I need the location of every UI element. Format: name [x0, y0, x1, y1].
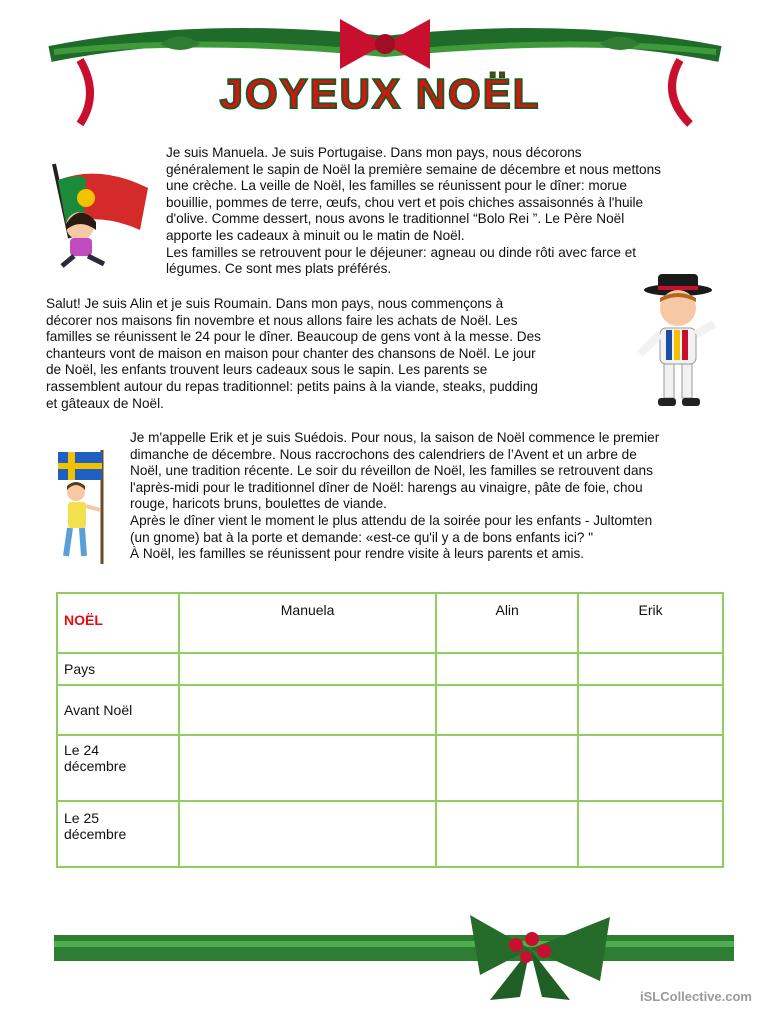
column-header-alin: Alin	[436, 593, 578, 653]
watermark: iSLCollective.com	[640, 989, 752, 1004]
table-header-row	[57, 593, 723, 653]
page-title: JOYEUX NOËL	[219, 70, 541, 117]
alin-illustration	[630, 272, 725, 412]
erik-paragraph: Je m'appelle Erik et je suis Suédois. Pour nous, la saison de Noël commence le premier dimanche de décembre. Nous raccrochons des calendriers de l’Avent et un arbre de Noël, une tradition récente. Le soir du réveillon de Noël, les familles se retrouvent dans l'après-midi pour le traditionnel dîner de Noël: harengs au vinaigre, pâte de foie, chou rouge, haricots bruns, boulettes de viande. Après le dîner vient le moment le plus attendu de la soirée pour les enfants - Jultomten (un gnome) bat à la porte et demande: «est-ce qu'il y a de bons enfants ici? " À Noël, les familles se réunissent pour rendre visite à leurs parents et amis.	[130, 430, 660, 562]
table-row	[57, 801, 723, 867]
table-row	[57, 735, 723, 801]
column-header-manuela: Manuela	[179, 593, 436, 653]
table-cell[interactable]	[578, 653, 723, 685]
table-cell[interactable]	[578, 685, 723, 735]
table-row	[57, 653, 723, 685]
row-label-avant-noel: Avant Noël	[57, 685, 179, 735]
erik-illustration	[52, 448, 114, 566]
table-cell[interactable]	[436, 735, 578, 801]
manuela-illustration	[40, 158, 155, 273]
row-label-le-24-decembre: Le 24 décembre	[57, 735, 179, 801]
manuela-paragraph: Je suis Manuela. Je suis Portugaise. Dans mon pays, nous décorons généralement le sapin de Noël la première semaine de décembre et nous mettons une crèche. La veille de Noël, les familles se réunissent pour le dîner: morue bouillie, pommes de terre, œufs, chou vert et pois chiches assaisonnés à l'huile d'olive. Comme dessert, nous avons le traditionnel “Bolo Rei ”. Le Père Noël apporte les cadeaux à minuit ou le matin de Noël. Les familles se retrouvent pour le déjeuner: agneau ou dinde rôti avec farce et légumes. Ce sont mes plats préférés.	[166, 145, 661, 277]
row-label-le-25-decembre: Le 25 décembre	[57, 801, 179, 867]
table-cell[interactable]	[179, 735, 436, 801]
table-cell[interactable]	[436, 685, 578, 735]
table-cell[interactable]	[436, 653, 578, 685]
comparison-table	[56, 592, 724, 868]
table-cell[interactable]	[179, 653, 436, 685]
table-cell[interactable]	[179, 685, 436, 735]
alin-paragraph: Salut! Je suis Alin et je suis Roumain. Dans mon pays, nous commençons à décorer nos maisons fin novembre et nous allons faire les achats de Noël. Les familles se réunissent le 24 pour le dîner. Beaucoup de gens vont à la messe. Des chanteurs vont de maison en maison pour chanter des chansons de Noël. Le jour de Noël, les enfants trouvent leurs cadeaux sous le sapin. Les parents se rassemblent autour du repas traditionnel: petits pains à la viande, steaks, pudding et gâteaux de Noël.	[46, 296, 541, 411]
ribbon-decoration	[50, 905, 740, 1005]
table-cell[interactable]	[578, 735, 723, 801]
table-cell[interactable]	[578, 801, 723, 867]
table-row	[57, 685, 723, 735]
row-label-pays: Pays	[57, 653, 179, 685]
table-corner-label: NOËL	[57, 593, 179, 653]
table-cell[interactable]	[436, 801, 578, 867]
table-cell[interactable]	[179, 801, 436, 867]
column-header-erik: Erik	[578, 593, 723, 653]
